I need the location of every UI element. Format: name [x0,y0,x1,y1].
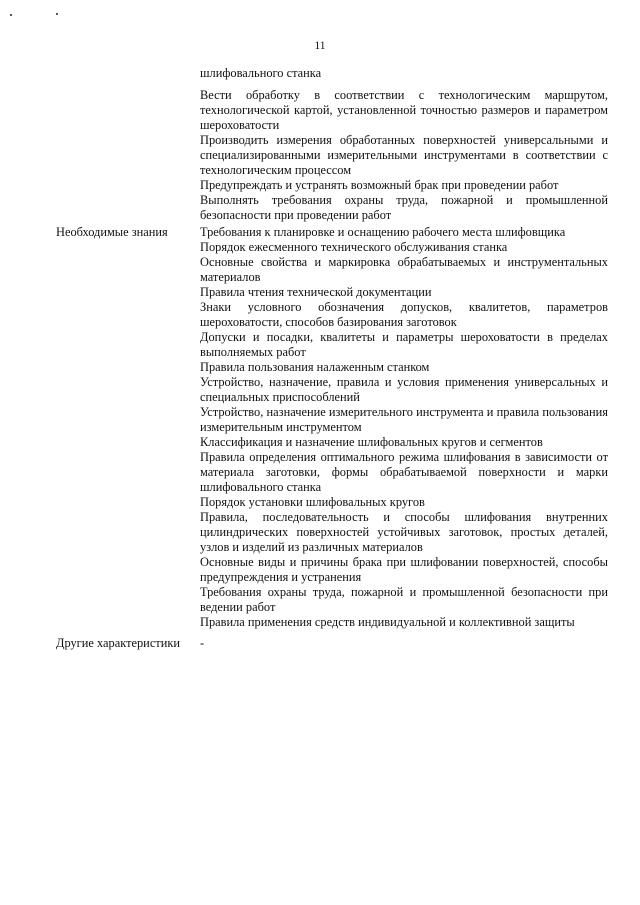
list-item: Правила, последовательность и способы шлифования внутренних цилиндрических поверхностей устойчивых заготовок, простых деталей, узлов и изделий из различных материалов [200,510,608,554]
list-item: Правила пользования налаженным станком [200,360,430,374]
list-item: Правила применения средств индивидуальной и коллективной защиты [200,615,575,629]
list-item: Требования охраны труда, пожарной и промышленной безопасности при ведении работ [200,585,608,614]
list-item: шлифовального станка [200,66,322,80]
row-label: Необходимые знания [56,225,168,239]
list-item: Основные свойства и маркировка обрабатываемых и инструментальных материалов [200,255,608,284]
list-item: Устройство, назначение измерительного инструмента и правила пользования измерительным инструментом [200,405,608,434]
list-item: Предупреждать и устранять возможный брак при проведении работ [200,178,559,192]
list-item: Устройство, назначение, правила и условия применения универсальных и специальных приспособлений [200,375,608,404]
list-item: Знаки условного обозначения допусков, квалитетов, параметров шероховатости, способов базирования заготовок [200,300,608,329]
row-content [200,636,608,651]
list-item: Порядок ежесменного технического обслуживания станка [200,240,508,254]
list-item: Вести обработку в соответствии с технологическим маршрутом, технологической картой, установленной точностью размеров и параметром шероховатости [200,88,608,132]
list-item: Порядок установки шлифовальных кругов [200,495,425,509]
page-number: 11 [314,40,326,52]
list-item: Основные виды и причины брака при шлифовании поверхностей, способы предупреждения и устранения [200,555,608,584]
list-item: Требования к планировке и оснащению рабочего места шлифовщика [200,225,566,239]
list-item: Выполнять требования охраны труда, пожарной и промышленной безопасности при проведении работ [200,193,608,222]
list-item: Производить измерения обработанных поверхностей универсальными и специализированными измерительными инструментами в соответствии с технологическим процессом [200,133,608,177]
list-item: - [200,636,205,650]
row-content [200,225,608,630]
list-item: Правила чтения технической документации [200,285,432,299]
row-content [200,66,608,223]
list-item: Классификация и назначение шлифовальных кругов и сегментов [200,435,543,449]
row-label: Другие характеристики [56,636,181,650]
list-item: Правила определения оптимального режима шлифования в зависимости от материала заготовки, формы обрабатываемой поверхности и марки шлифовального станка [200,450,608,494]
list-item: Допуски и посадки, квалитеты и параметры шероховатости в пределах выполняемых работ [200,330,608,359]
